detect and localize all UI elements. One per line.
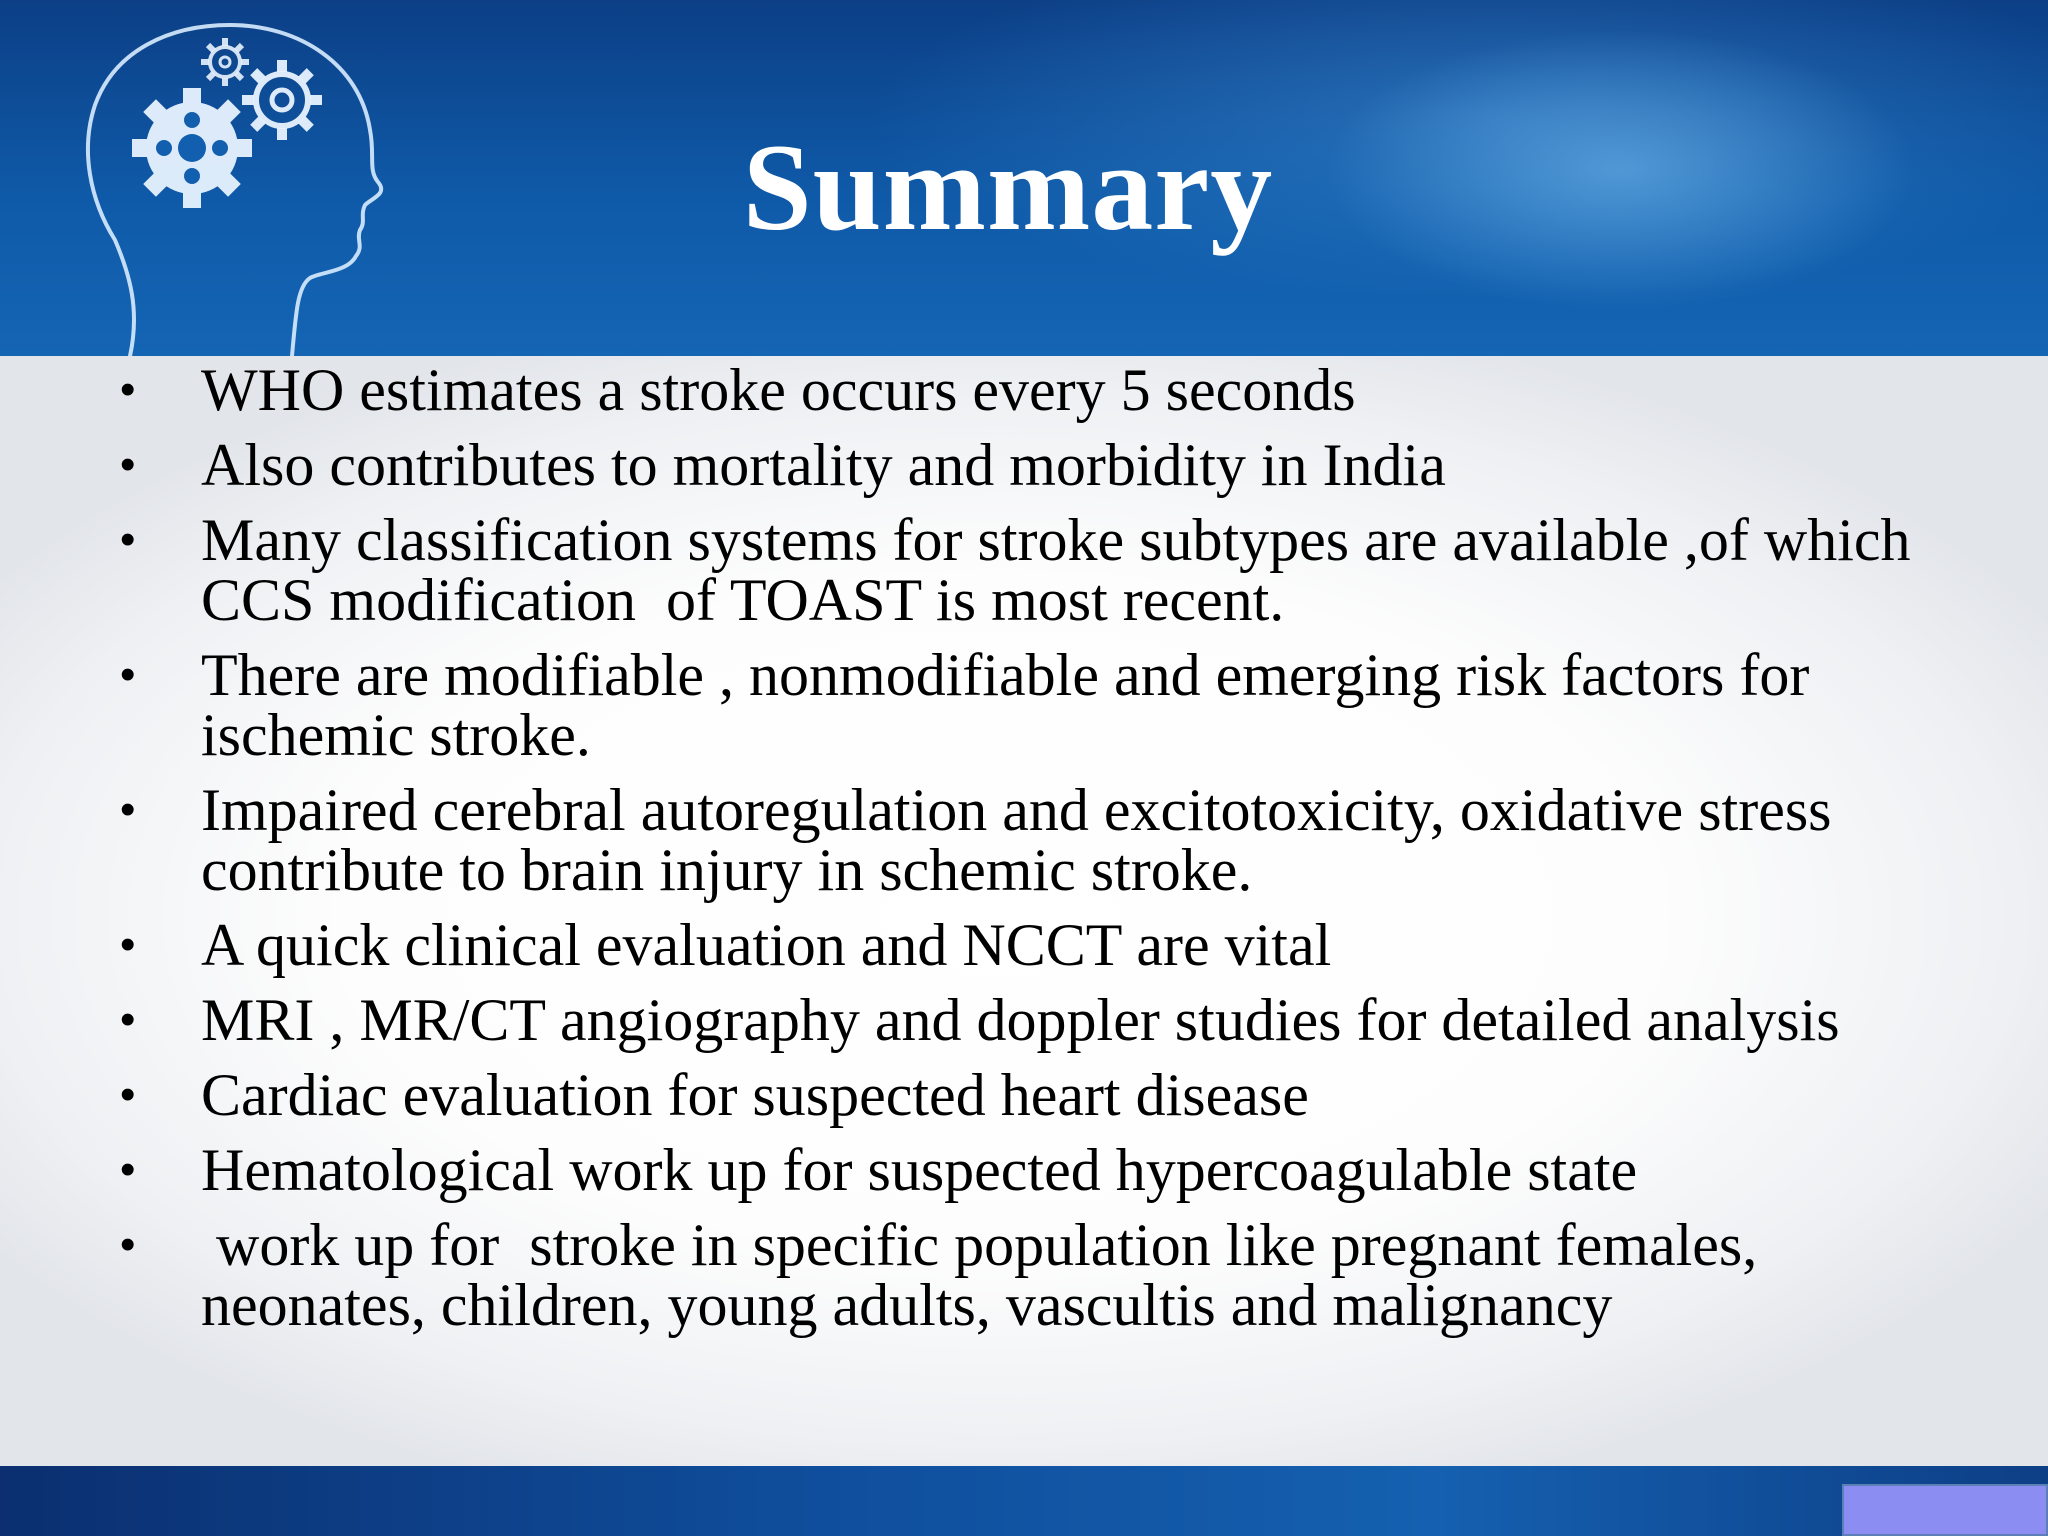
bullet-item	[120, 1137, 1940, 1203]
bullet-item	[120, 357, 1940, 423]
bullet-text: Many classification systems for stroke subtypes are available ,of which CCS modification of TOAST is most recent.	[201, 507, 1926, 633]
slide-title	[0, 118, 2016, 258]
bullet-dot: •	[120, 995, 136, 1044]
slide-title-text: Summary	[742, 119, 1274, 256]
bullet-dot: •	[120, 365, 136, 414]
bullet-dot: •	[120, 1145, 136, 1194]
bullet-item	[120, 1062, 1940, 1128]
bullet-text: work up for stroke in specific population like pregnant females, neonates, children, young adults, vascultis and malignancy	[201, 1212, 1773, 1338]
bullet-text: There are modifiable , nonmodifiable and emerging risk factors for ischemic stroke.	[201, 642, 1825, 768]
bullet-text: MRI , MR/CT angiography and doppler studies for detailed analysis	[201, 987, 1840, 1053]
bullet-text: Cardiac evaluation for suspected heart disease	[201, 1062, 1309, 1128]
footer-band	[0, 1466, 2048, 1536]
bullet-dot: •	[120, 1220, 136, 1269]
header-band	[0, 0, 2048, 356]
bullet-text: A quick clinical evaluation and NCCT are vital	[201, 912, 1332, 978]
bullet-dot: •	[120, 515, 136, 564]
bullet-text: Impaired cerebral autoregulation and excitotoxicity, oxidative stress contribute to brain injury in schemic stroke.	[201, 777, 1847, 903]
bullet-dot: •	[120, 785, 136, 834]
bullet-item	[120, 912, 1940, 978]
bullet-item	[120, 1212, 1940, 1338]
bullet-item	[120, 642, 1940, 768]
bullet-item	[120, 777, 1940, 903]
bullet-item	[120, 432, 1940, 498]
bullet-dot: •	[120, 650, 136, 699]
bullet-text: WHO estimates a stroke occurs every 5 seconds	[201, 357, 1356, 423]
bullet-item	[120, 507, 1940, 633]
bullet-dot: •	[120, 1070, 136, 1119]
bullet-text: Hematological work up for suspected hypercoagulable state	[201, 1137, 1638, 1203]
bullet-list	[120, 357, 1940, 1350]
bullet-text: Also contributes to mortality and morbidity in India	[201, 432, 1446, 498]
bullet-dot: •	[120, 440, 136, 489]
bullet-item	[120, 987, 1940, 1053]
slide-nav-button[interactable]	[1842, 1484, 2048, 1536]
bullet-dot: •	[120, 920, 136, 969]
